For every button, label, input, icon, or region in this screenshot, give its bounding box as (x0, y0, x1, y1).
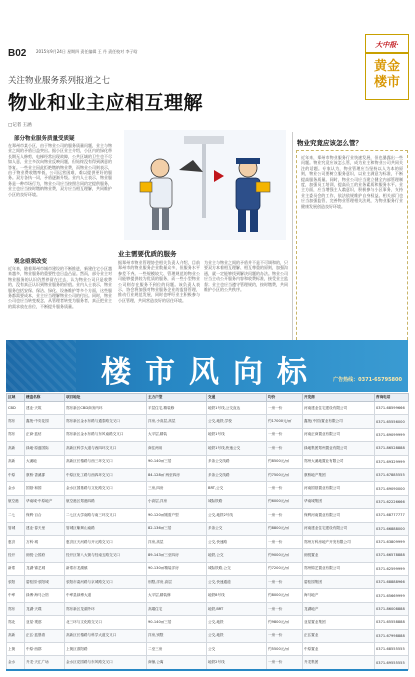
table-cell: 龙湖·天璞 (25, 602, 65, 615)
table-cell: 0371-67998888 (375, 629, 409, 642)
table-row (7, 415, 409, 428)
table-cell: 金水 (7, 482, 25, 495)
table-cell: 保利河南置业有限公司 (303, 509, 375, 522)
table-cell: 平层住宅,精装修 (147, 402, 207, 415)
table-cell: 建业·天筑 (25, 402, 65, 415)
table-cell: 89-143㎡三至四房 (147, 549, 207, 562)
table-cell: 航空港区郑港四路 (65, 495, 147, 508)
table-cell: 康桥·香溪郡 (25, 468, 65, 481)
table-cell: 高新 (7, 442, 25, 455)
table-cell: 管城 (7, 522, 25, 535)
table-row (7, 589, 409, 602)
table-cell: 约6000元/㎡ (267, 495, 303, 508)
table-cell: 新郑市龙湖镇 (65, 562, 147, 575)
table-cell: 金水区国基路与文化路交叉口 (65, 482, 147, 495)
table-cell: 一房一价 (267, 602, 303, 615)
table-cell: 84-128㎡ 两至四房 (147, 468, 207, 481)
table-cell: 0371-68777777 (375, 509, 409, 522)
table-cell: 上街区淮阳路 (65, 643, 147, 656)
table-cell: 一房一价 (267, 509, 303, 522)
table-cell: 荥阳市索河路与京城路交叉口 (65, 576, 147, 589)
table-cell: 公交,快速路 (207, 535, 267, 548)
table-cell: 惠济区天河路与开元路交叉口 (65, 535, 147, 548)
table-cell: 公交,地铁,学校 (207, 415, 267, 428)
table-cell: 0371-68555555 (375, 643, 409, 656)
logo-top: 大中报· (366, 35, 408, 54)
table-cell: 90-120㎡刚需户型 (147, 509, 207, 522)
table-cell: 康桥地产集团 (303, 468, 375, 481)
table-cell: 多条公交线路 (207, 455, 267, 468)
table-cell: 建业·春天里 (25, 522, 65, 535)
table-cell: 郑北 (7, 616, 25, 629)
table-cell: 郑东新区CBD商务内环 (65, 402, 147, 415)
table-cell: 0371-69555555 (375, 656, 409, 669)
table-cell: 中牟县绿博大道 (65, 589, 147, 602)
table-row (7, 509, 409, 522)
table-cell: 洋房,小高层,高层 (147, 415, 207, 428)
table-cell: 鑫苑(中国)置业有限公司 (303, 415, 375, 428)
table-cell: CBD (7, 402, 25, 415)
table-cell: 河南建业住宅建设有限公司 (303, 522, 375, 535)
table-cell: 一房一价 (267, 442, 303, 455)
table-cell: 碧桂园·荥阳城 (25, 576, 65, 589)
table-cell: 河南正商置业有限公司 (303, 428, 375, 441)
table-cell: 0371-62226666 (375, 495, 409, 508)
table-cell: BRT,公交 (207, 482, 267, 495)
table-cell: 地铁1号线,快速公交 (207, 442, 267, 455)
column-header: 区域 (7, 394, 25, 402)
table-cell: 正弘置业 (303, 629, 375, 642)
table-cell: 华南城集团 (303, 495, 375, 508)
table-cell: 约8000元/㎡ (267, 589, 303, 602)
table-cell: 绿地集团郑州置业有限公司 (303, 442, 375, 455)
table-cell: 别墅,洋房,高层 (147, 576, 207, 589)
table-row (7, 535, 409, 548)
table-cell: 0371-66578888 (375, 549, 409, 562)
property-dispute-illustration (124, 130, 286, 240)
table-cell: 绿博·海马公馆 (25, 589, 65, 602)
table-cell: 亚星·观邸 (25, 616, 65, 629)
table-cell: 海马地产 (303, 589, 375, 602)
table-cell: 多条公交线路 (207, 468, 267, 481)
table-cell: 一房一价 (267, 402, 303, 415)
table-cell: 0371-65558888 (375, 616, 409, 629)
table-cell: 郑州锦艺置业有限公司 (303, 562, 375, 575)
table-row (7, 495, 409, 508)
column-header: 咨询电话 (375, 394, 409, 402)
table-cell: 约17000元/㎡ (267, 415, 303, 428)
table-header-row (7, 394, 409, 402)
table-row (7, 468, 409, 481)
table-cell: 高新 (7, 455, 25, 468)
table-row (7, 629, 409, 642)
table-row (7, 442, 409, 455)
table-cell: 0371-65556000 (375, 415, 409, 428)
table-cell: 二七区大学南路与南三环交叉口 (65, 509, 147, 522)
table-row (7, 402, 409, 415)
table-cell: 地铁8号线 (207, 589, 267, 602)
table-cell: 0371-86008888 (375, 602, 409, 615)
logo-line-1: 黄金 (373, 59, 400, 74)
table-cell: 约9800元/㎡ (267, 616, 303, 629)
table-cell: 0371-62599999 (375, 562, 409, 575)
table-cell: 90-140㎡三居 (147, 616, 207, 629)
property-banner (6, 340, 408, 392)
table-cell: 郑东 (7, 428, 25, 441)
table-cell: 公交,地铁 (207, 629, 267, 642)
table-cell: 中原置业 (303, 643, 375, 656)
section1-title: 部分物业服务质量受质疑 (14, 136, 75, 142)
table-cell: 万科·城 (25, 535, 65, 548)
property-listing-table (6, 393, 409, 670)
table-cell: 大平层,精装修 (147, 589, 207, 602)
column-divider (292, 132, 293, 352)
table-cell: 地铁,BRT (207, 602, 267, 615)
table-cell: 郑东新区金水东路与通泰路交叉口 (65, 415, 147, 428)
article-byline: □记者 王涵 (8, 123, 32, 128)
column-header: 主力户型 (147, 394, 207, 402)
table-cell: 公交 (207, 643, 267, 656)
table-cell: 新郑 (7, 562, 25, 575)
table-cell: 郑东新区龙湖外环 (65, 602, 147, 615)
table-cell: 0371-66888000 (375, 522, 409, 535)
table-cell: 升龙·天汇广场 (25, 656, 65, 669)
table-cell: 82-136㎡三居 (147, 522, 207, 535)
table-cell: 正弘·蓝堡湾 (25, 629, 65, 642)
table-cell: 地铁,公交 (207, 549, 267, 562)
sidebar-text: 近年来，郑州市物业服务行业快速发展，但也暴露出一些问题。物业究竟应该怎么管，成为业主和物业公司共同关注的话题。专家认为，物业管理应当坚持以人为本的原则，物业公司要树立服务意识，以业主满意为标准，不断提高服务质量。同时，物业公司应当建立健全内部管理制度，加强员工培训，提高员工的业务素质和服务水平。业主方面，应当增强主人翁意识，积极参与小区事务，支持业主委员会的工作，依法依规维护自身权益。相关部门也应当加强监管，完善物业管理相关法规，为物业服务行业健康发展创造良好环境。 (301, 155, 403, 209)
table-cell: 公交,地铁2号线 (207, 509, 267, 522)
table-cell: 约9000元/㎡ (267, 549, 303, 562)
logo-line-2: 楼市 (373, 75, 400, 90)
table-row (7, 482, 409, 495)
table-cell: 约5500元/㎡ (267, 643, 303, 656)
table-cell: 商住两用 (147, 442, 207, 455)
table-cell: 碧桂园集团 (303, 576, 375, 589)
section-code: B02 (8, 48, 27, 59)
footer-rule (6, 669, 408, 671)
table-cell: 河南建业住宅建设有限公司 (303, 402, 375, 415)
table-cell: 城际铁路 (207, 495, 267, 508)
table-cell: 约8800元/㎡ (267, 522, 303, 535)
column-header: 楼盘名称 (25, 394, 65, 402)
table-cell: 0371-65669999 (375, 589, 409, 602)
column-header: 开发商 (303, 394, 375, 402)
column-header: 均价 (267, 394, 303, 402)
table-cell: 郑东 (7, 602, 25, 615)
table-cell: 0371-68599666 (375, 402, 409, 415)
table-cell: 0371-68888966 (375, 576, 409, 589)
table-cell: 升龙集团 (303, 656, 375, 669)
table-cell: 中原 (7, 468, 25, 481)
article-column-3: 据郑州市物业管理协会相关负责人介绍，目前郑州市的物业服务企业数量众多，但服务水平参差不齐。一些规模较大、管理规范的物业公司能够提供较为优质的服务，而一些小型物业公司则存在服务不到位的问题。该负责人表示，协会将加强对物业服务企业的监督管理，推动行业规范发展，同时也呼吁业主积极参与小区管理，共同营造良好的居住环境。 (118, 260, 200, 303)
table-cell: 商铺,公寓 (147, 656, 207, 669)
table-cell: 小高层,洋房 (147, 495, 207, 508)
table-row (7, 428, 409, 441)
table-cell: 高新区长椿路与西三环交叉口 (65, 455, 147, 468)
table-cell: 地铁1号线 (207, 428, 267, 441)
table-cell: 一房一价 (267, 576, 303, 589)
table-cell: 大溪地 (25, 455, 65, 468)
table-cell: 0371-67885555 (375, 468, 409, 481)
table-cell: 经开 (7, 549, 25, 562)
article-headline: 物业和业主应相互理解 (8, 92, 204, 114)
table-cell: 二七 (7, 509, 25, 522)
table-cell: 惠济 (7, 535, 25, 548)
article-subtitle: 关注物业服务系列报道之七 (8, 76, 111, 86)
table-cell: 中原区化工路与西四环交叉口 (65, 468, 147, 481)
table-cell: 郑州大溪地置业有限公司 (303, 455, 375, 468)
table-cell: 地铁1号线,公交直达 (207, 402, 267, 415)
table-cell: 鑫苑·中央花园 (25, 415, 65, 428)
table-row (7, 562, 409, 575)
table-cell: 约7200元/㎡ (267, 562, 303, 575)
table-cell: 龙湖·锦艺城 (25, 562, 65, 575)
table-row (7, 549, 409, 562)
section2-title: 观念亟须改变 (14, 259, 48, 265)
table-cell: 管城区紫荆山南路 (65, 522, 147, 535)
table-cell: 一房一价 (267, 428, 303, 441)
table-cell: 国基·和园 (25, 482, 65, 495)
sidebar-title: 物业究竟应该怎么管？ (297, 139, 362, 147)
table-cell: 三房,四房 (147, 482, 207, 495)
table-row (7, 643, 409, 656)
header-meta: 2015年9月24日 星期四 责任编辑 王 丹 责任校对 李子晗 (36, 49, 138, 54)
table-row (7, 656, 409, 669)
table-cell: 公交,快速通道 (207, 576, 267, 589)
table-cell: 金水区花园路与东风路交叉口 (65, 656, 147, 669)
article-column-4: 为业主与物业之间的矛盾并不是不可调和的，只要双方本着相互理解、相互尊重的原则，加强沟通，就一定能够找到解决问题的办法。物业公司应当主动公开服务内容和收费标准，接受业主监督；业主也应当遵守管理规约，按时缴费，共同维护小区的公共秩序。 (204, 260, 288, 293)
banner-title: 楼市风向标 (101, 355, 321, 390)
table-cell: 城际铁路,公交 (207, 562, 267, 575)
table-cell: 高端住宅 (147, 602, 207, 615)
table-cell: 0371-69329999 (375, 455, 409, 468)
article-column-1b: 近年来，随着郑州市城市建设的不断推进，新建住宅小区越来越多，物业服务的重要性也日益凸显。然而，部分业主对物业服务的认识仍然停留在过去，认为物业公司只是收费的，没有真正认识到物业服务的价值。业内人士表示，物业服务包括安保、保洁、绿化、设备维护等多个方面，这些服务都需要成本，业主应当理解物业公司的付出。同时，物业公司也应当转变观念，从管理者转变为服务者，真正把业主的需求放在首位，不断提升服务质量。 (8, 266, 112, 309)
table-cell: 金水 (7, 656, 25, 669)
table-cell: 经开区第八大街与经南五路交叉口 (65, 549, 147, 562)
table-cell: 绿地·原盛国际 (25, 442, 65, 455)
table-cell: 一房一价 (267, 629, 303, 642)
figure-caption: 业主需要优质的服务 (118, 250, 177, 258)
table-cell: 公交,地铁 (207, 616, 267, 629)
table-cell: 郑州万科房地产开发有限公司 (303, 535, 375, 548)
table-cell: 航空港 (7, 495, 25, 508)
table-row (7, 616, 409, 629)
table-row (7, 522, 409, 535)
masthead-logo (365, 34, 409, 100)
table-cell: 龙湖地产 (303, 602, 375, 615)
table-cell: 0371-69099999 (375, 428, 409, 441)
table-cell: 90-140㎡三居 (147, 455, 207, 468)
article-column-1: 在郑州市某小区，由于物业公司的服务质量问题，业主与物业之间的矛盾日益突出。据小区业主介绍，小区内的绿化带长期无人修剪，电梯经常出现故障，公共区域的卫生也不尽如人意，业主多次向物业反映问题，但始终没有得到满意的答复。一些业主因此拒绝缴纳物业费，而物业公司则表示，由于物业费收缴率低，公司运营困难，难以提供更好的服务。双方各执一词，矛盾逐渐升级。业内人士表示，物业服务是一种市场行为，物业公司应当按照合同约定提供服务，业主也应当按时缴纳物业费，双方应当相互理解，共同维护小区的良好环境。 (8, 143, 112, 197)
table-cell: 朗悦置业 (303, 549, 375, 562)
table-cell: 大平层,精装 (147, 428, 207, 441)
table-cell: 保利·百合 (25, 509, 65, 522)
table-cell: 二至三房 (147, 643, 207, 656)
table-cell: 一房一价 (267, 535, 303, 548)
table-cell: 北三环与文化路交叉口 (65, 616, 147, 629)
column-header: 交通 (207, 394, 267, 402)
table-cell: 郑东新区金水东路与东风南路交叉口 (65, 428, 147, 441)
table-cell: 一房一价 (267, 482, 303, 495)
table-cell: 亚星置业集团 (303, 616, 375, 629)
table-cell: 洋房,别墅 (147, 629, 207, 642)
table-cell: 上街 (7, 643, 25, 656)
table-cell: 洋房,高层 (147, 535, 207, 548)
table-cell: 中原·西郡 (25, 643, 65, 656)
table-cell: 约7500元/㎡ (267, 468, 303, 481)
table-cell: 朗悦·公园府 (25, 549, 65, 562)
table-cell: 高新 (7, 629, 25, 642)
table-cell: 90-130㎡精装洋房 (147, 562, 207, 575)
table-cell: 郑东 (7, 415, 25, 428)
table-cell: 高新区长椿路与科学大道交叉口 (65, 629, 147, 642)
table-cell: 河南国基置业有限公司 (303, 482, 375, 495)
table-cell: 0371-86528888 (375, 442, 409, 455)
illustration (124, 130, 286, 240)
table-row (7, 576, 409, 589)
table-cell: 中牟 (7, 589, 25, 602)
table-cell: 高新区科学大道与西四环交叉口 (65, 442, 147, 455)
banner-subtitle: 广告热线：0371-65795800 (333, 377, 402, 383)
table-cell: 华南城·中原地产 (25, 495, 65, 508)
table-cell: 0371-63809999 (375, 535, 409, 548)
table-cell: 多条公交 (207, 522, 267, 535)
table-cell: 地铁2号线 (207, 656, 267, 669)
banner-decoration (6, 340, 76, 392)
column-header: 项目地址 (65, 394, 147, 402)
table-cell: 正商·蓝钻 (25, 428, 65, 441)
table-cell: 荥阳 (7, 576, 25, 589)
sidebar-box (296, 150, 408, 345)
table-cell: 约8500元/㎡ (267, 455, 303, 468)
table-row (7, 455, 409, 468)
table-cell: 0371-69090000 (375, 482, 409, 495)
table-row (7, 602, 409, 615)
table-cell: 一房一价 (267, 656, 303, 669)
